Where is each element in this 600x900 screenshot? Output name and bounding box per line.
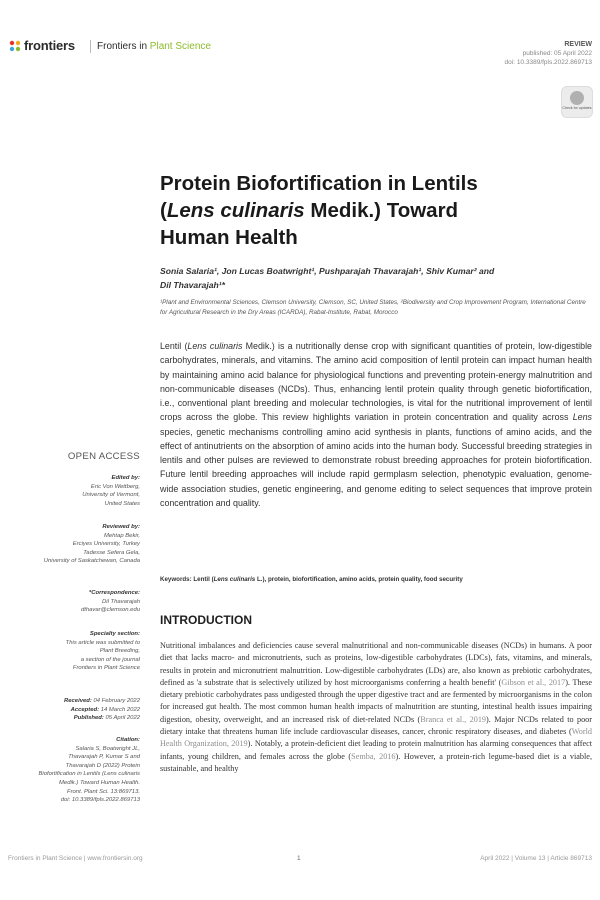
- abstract-genus: Lens: [572, 412, 592, 423]
- article-meta: [505, 40, 592, 67]
- frontiers-logo-icon: [8, 39, 22, 53]
- intro-text: ). Major NCDs related to poor dietary intake that threatens human life include cardiovascular diseases, cancer, chronic respiratory diseases, and diabetes (: [160, 714, 592, 737]
- citation-link[interactable]: Gibson et al., 2017: [501, 677, 566, 687]
- citation-line: Biofortification in Lentils (Lens culinaris: [38, 771, 140, 778]
- citation-line: Salaria S, Boatwright JL,: [75, 745, 140, 752]
- specialty-label: Specialty section:: [89, 631, 140, 637]
- article-dates: [10, 697, 140, 723]
- specialty-block: [10, 630, 140, 673]
- header-divider: [90, 40, 91, 53]
- section-heading-introduction: INTRODUCTION: [160, 613, 252, 627]
- editor-line: United States: [104, 500, 140, 507]
- title-species: Lens culinaris: [166, 199, 305, 222]
- correspondence-label: *Correspondence:: [88, 590, 140, 596]
- received-row: [10, 697, 140, 706]
- introduction-paragraph: [160, 640, 592, 775]
- reviewer-line: Erciyes University, Turkey: [72, 541, 140, 548]
- published-label: Published:: [73, 715, 104, 722]
- intro-text: ). However, a protein-rich legume-based diet is a viable, sustainable, and healthy: [160, 751, 592, 773]
- footer-issue: April 2022 | Volume 13 | Article 869713: [480, 855, 592, 862]
- update-icon: [570, 91, 584, 105]
- abstract-part-c: species, genetic mechanisms controlling amino acid synthesis in plants, functions of amino acids, and the effect of antinutrients on the absorption of amino acids into the human body. Successful breeding strategies in lentils and other pulses are reviewed to demonstrate robust breeding approaches for protein biofortification. Future lentil breeding approaches will include rapid germplasm selection, phenotypic evaluation, genome-wide association studies, genetic engineering, and genome editing to select sequences that improve protein concentration and quality.: [160, 426, 592, 508]
- abstract-species: Lens culinaris: [187, 341, 243, 351]
- author-list[interactable]: [160, 264, 580, 292]
- accepted-label: Accepted:: [70, 706, 100, 713]
- intro-text: Nutritional imbalances and deficiencies cause several malnutritional and non-communicable diseases (NCDs) in humans. A poor diet that lacks macro- and micronutrients, such as proteins, low-digestible carbohydrates (LDCs), fats, vitamins, and minerals, results in protein and micronutrient malnutrition. Low-digestible carbohydrates (LDs) are, also known as prebiotic carbohydrates, defined as 'a substrate that is selectively utilized by host microorganisms conferring a health benefit' (: [160, 641, 592, 687]
- abstract: [160, 339, 592, 510]
- reviewer-line[interactable]: Mehtap Bekir,: [103, 532, 140, 539]
- citation-line: Front. Plant Sci. 13:869713.: [66, 788, 140, 795]
- open-access-label: OPEN ACCESS: [67, 451, 140, 462]
- correspondence-email[interactable]: dthavar@clemson.edu: [80, 607, 140, 614]
- page-number: 1: [297, 855, 301, 862]
- specialty-line: Plant Breeding,: [99, 648, 140, 655]
- authors-line-1: Sonia Salaria¹, Jon Lucas Boatwright¹, Pushparajah Thavarajah¹, Shiv Kumar² and: [160, 266, 495, 276]
- intro-text: ). Notably, a protein-deficient diet leading to protein malnutrition has alarming consequences that affect infants, young children, and females across the globe (: [160, 739, 592, 761]
- article-title: [160, 170, 580, 251]
- reviewer-line[interactable]: Tadesse Sefera Gela,: [83, 549, 140, 556]
- reviewed-by-label: Reviewed by:: [102, 524, 140, 530]
- keywords-part-a: Keywords: Lentil (: [160, 576, 214, 583]
- abstract-part-b: Medik.) is a nutritionally dense crop with significant quantities of protein, low-digestible carbohydrates, minerals, and vitamins. The amino acid composition of lentil protein can impact human health by maintaining amino acid balance for physiological functions and preventing protein-energy malnutrition and non-communicable diseases (NCDs). Thus, enhancing lentil protein quality through genetic biofortification, i.e., conventional plant breeding and molecular technologies, is vital for the nutritional improvement of lentil crops across the globe. This review highlights variation in protein concentration and quality across: [160, 341, 592, 423]
- publisher-name: frontiers: [24, 38, 75, 53]
- citation-block: [10, 736, 140, 805]
- keywords-part-b: L.), protein, biofortification, amino acids, protein quality, food security: [255, 576, 463, 583]
- received-label: Received:: [64, 698, 92, 704]
- check-updates-label: Check for updates: [562, 106, 592, 110]
- reviewer-line: University of Saskatchewan, Canada: [43, 558, 140, 565]
- doi-link[interactable]: doi: 10.3389/fpls.2022.869713: [504, 59, 592, 66]
- title-line-1: Protein Biofortification in Lentils: [160, 172, 478, 195]
- check-for-updates-button[interactable]: [561, 86, 593, 118]
- specialty-line: This article was submitted to: [65, 639, 140, 646]
- edited-by-block: [10, 474, 140, 508]
- abstract-part-a: Lentil (: [160, 341, 188, 351]
- correspondence-name[interactable]: Dil Thavarajah: [102, 598, 140, 605]
- published-date: published: 05 April 2022: [522, 50, 592, 57]
- footer-journal[interactable]: Frontiers in Plant Science | www.frontiersin.org: [8, 855, 143, 862]
- published-row: [10, 714, 140, 723]
- authors-line-2: Dil Thavarajah¹*: [160, 280, 225, 290]
- citation-link[interactable]: Branca et al., 2019: [420, 714, 487, 724]
- citation-doi[interactable]: doi: 10.3389/fpls.2022.869713: [60, 797, 140, 804]
- citation-label: Citation:: [116, 737, 140, 743]
- intro-text: ). These dietary prebiotic carbohydrates pass undigested through the upper digestive tract and are fermented by microorganisms in the colon for increased gut health. The most common human health impacts of malnutrition are stunting, intestinal health issues impairing digestion, obesity, overweight, and an increased risk of diet-related NCDs (: [160, 677, 593, 724]
- accepted-row: [10, 706, 140, 715]
- editor-line[interactable]: Eric Von Wettberg,: [90, 483, 140, 490]
- citation-link[interactable]: World Health Organization, 2019: [160, 727, 592, 749]
- title-line-2-rest: Medik.) Toward: [304, 199, 459, 222]
- received-date: 04 February 2022: [93, 698, 140, 704]
- citation-line: Thavarajah D (2022) Protein: [65, 762, 140, 769]
- reviewed-by-block: [10, 523, 140, 566]
- published-date-side: 05 April 2022: [105, 715, 140, 722]
- specialty-line: a section of the journal: [80, 656, 140, 663]
- journal-title: Plant Science: [149, 41, 211, 52]
- citation-line: Medik.) Toward Human Health.: [59, 779, 140, 786]
- citation-line: Thavarajah P, Kumar S and: [68, 754, 140, 761]
- affiliations: ¹Plant and Environmental Sciences, Clemson University, Clemson, SC, United States, ²Biodiversity and Crop Improvement Program, International Centre for Agricultural Research in the Dry Areas (ICARDA), Rabat-Institute, Rabat, Morocco: [160, 299, 586, 316]
- journal-prefix: Frontiers in: [97, 41, 148, 52]
- journal-name[interactable]: [97, 41, 211, 52]
- title-line-3: Human Health: [160, 226, 298, 249]
- specialty-line: Frontiers in Plant Science: [72, 665, 140, 672]
- edited-by-label: Edited by:: [111, 475, 140, 481]
- accepted-date: 14 March 2022: [100, 706, 140, 713]
- citation-link[interactable]: Semba, 2016: [351, 751, 396, 761]
- article-type: REVIEW: [564, 41, 592, 48]
- title-line-2: (Lens culinaris Medik.) Toward: [160, 199, 459, 222]
- keywords-species: Lens culinaris: [213, 576, 256, 583]
- keywords: [160, 576, 592, 583]
- editor-line: University of Vermont,: [82, 492, 140, 499]
- correspondence-block: [10, 589, 140, 615]
